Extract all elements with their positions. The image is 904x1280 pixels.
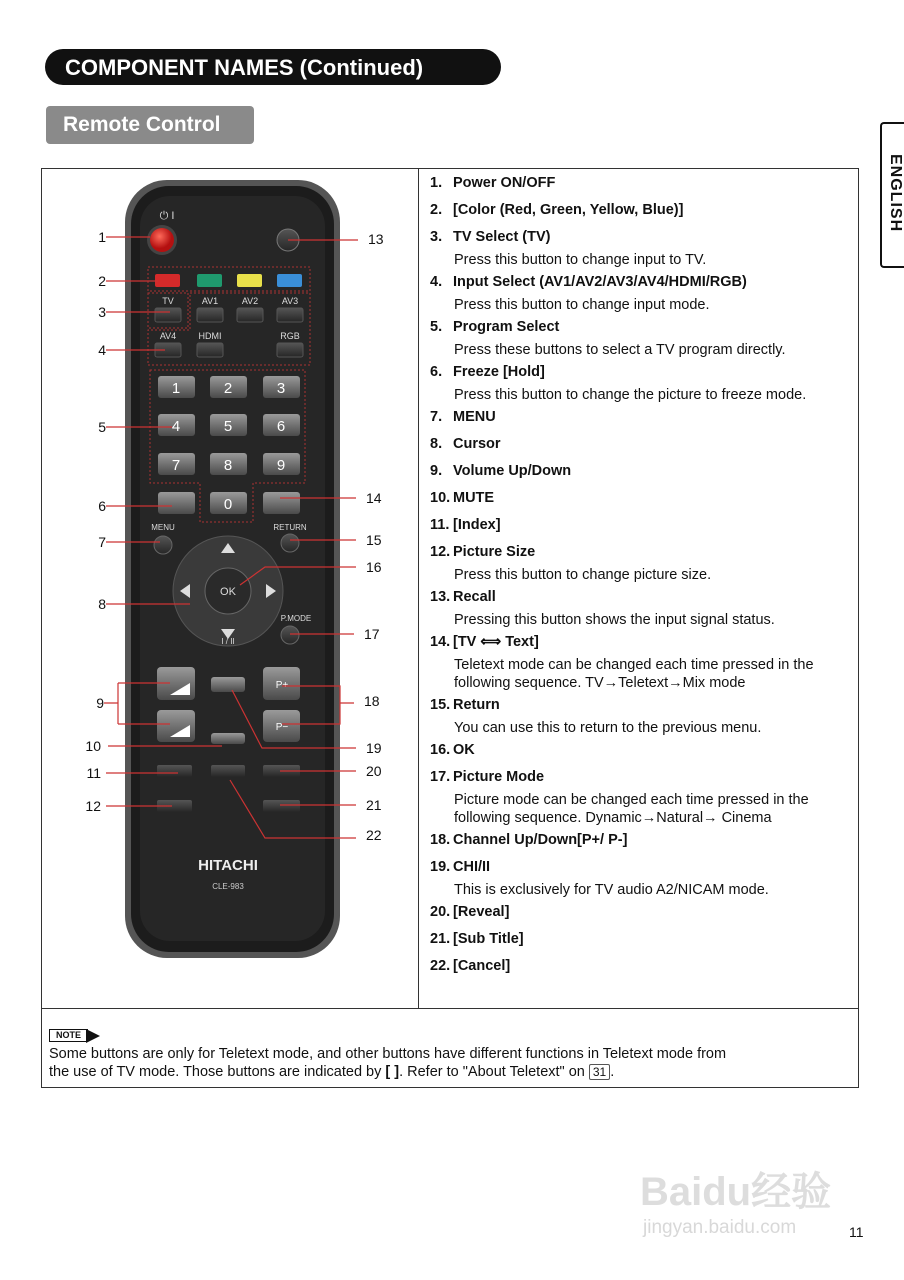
input-label: RGB [280, 331, 300, 341]
digit-label: 0 [223, 496, 233, 513]
callout-number: 19 [366, 740, 382, 756]
note-text: Some buttons are only for Teletext mode, and other buttons have different functions in Teletext mode from [49, 1046, 727, 1062]
index-button [157, 765, 192, 777]
language-tab-label: ENGLISH [887, 154, 904, 233]
item-number: 11. [430, 517, 450, 533]
return-label: RETURN [273, 523, 307, 532]
item-description: You can use this to return to the previous menu. [454, 720, 762, 736]
digit-label: 7 [171, 457, 181, 474]
list-item [430, 361, 850, 406]
mute-button [211, 733, 245, 744]
input-button-av2[interactable] [237, 308, 263, 322]
input-label: AV4 [159, 331, 177, 341]
list-item [430, 928, 850, 955]
item-title: Volume Up/Down [453, 463, 572, 479]
callout-number: 1 [98, 229, 106, 245]
watermark-url: jingyan.baidu.com [643, 1217, 797, 1238]
language-tab [880, 122, 904, 268]
callout-number: 3 [98, 304, 106, 320]
menu-button [154, 536, 172, 554]
callout-number: 5 [98, 419, 106, 435]
callout-number: 2 [98, 273, 106, 289]
input-button-av1[interactable] [197, 308, 223, 322]
note-text: the use of TV mode. Those buttons are indicated by [ ]. Refer to "About Teletext" on 31 . [49, 1064, 615, 1080]
callout-number: 4 [98, 342, 106, 358]
list-item [430, 226, 850, 271]
callout-number: 13 [368, 231, 384, 247]
callout-number: 21 [366, 797, 382, 813]
digit-label: 5 [223, 418, 233, 435]
digit-label: 9 [276, 457, 286, 474]
item-number: 22. [430, 958, 451, 974]
subtitle-button [263, 800, 300, 812]
reveal-button-left [211, 765, 245, 777]
item-description: This is exclusively for TV audio A2/NICAM mode. [454, 882, 769, 898]
item-description: Press these buttons to select a TV program directly. [454, 342, 786, 358]
note-badge: NOTE [49, 1029, 100, 1042]
list-item [430, 586, 850, 631]
callout-number: 18 [364, 693, 380, 709]
item-number: 14. [430, 634, 451, 650]
item-number: 16. [430, 742, 451, 758]
callout-number: 8 [98, 596, 106, 612]
input-label: AV3 [281, 296, 299, 306]
section-title: COMPONENT NAMES (Continued) [45, 49, 501, 85]
item-title: Input Select (AV1/AV2/AV3/AV4/HDMI/RGB) [453, 274, 747, 290]
input-label: TV [162, 296, 174, 306]
ok-label: OK [220, 586, 236, 598]
item-number: 21. [430, 931, 451, 947]
digit-label: 8 [223, 457, 233, 474]
digit-label: 4 [171, 418, 181, 435]
p-plus-label: P+ [275, 680, 289, 691]
chi-label: I / II [221, 637, 235, 646]
item-title: OK [453, 742, 475, 758]
callout-number: 14 [366, 490, 382, 506]
item-title: [Reveal] [453, 904, 510, 920]
list-item [430, 541, 850, 586]
list-item [430, 406, 850, 433]
input-label: HDMI [198, 331, 222, 341]
list-item [430, 460, 850, 487]
item-number: 13. [430, 589, 451, 605]
input-button-tv[interactable] [155, 308, 181, 322]
picture-mode-button [281, 626, 299, 644]
item-title: Return [453, 697, 500, 713]
item-number: 6. [430, 364, 443, 380]
callout-number: 22 [366, 827, 382, 843]
list-item [430, 694, 850, 739]
item-number: 5. [430, 319, 443, 335]
input-button-hdmi[interactable] [197, 343, 223, 357]
item-title: Picture Size [453, 544, 536, 560]
item-description: Pressing this button shows the input signal status. [454, 612, 775, 628]
digit-label: 6 [276, 418, 286, 435]
callout-number: 11 [86, 765, 101, 781]
item-number: 20. [430, 904, 451, 920]
item-number: 3. [430, 229, 443, 245]
item-title: Recall [453, 589, 496, 605]
chi-button [211, 677, 245, 692]
item-title: Program Select [453, 319, 560, 335]
callout-number: 10 [85, 738, 101, 754]
item-title: CHI/II [453, 859, 491, 875]
item-number: 10. [430, 490, 451, 506]
remote-control-illustration [0, 0, 420, 1000]
item-title: Picture Mode [453, 769, 545, 785]
return-button [281, 534, 299, 552]
subsection-title: Remote Control [46, 106, 254, 144]
note [49, 1025, 849, 1081]
arrow-icon [86, 1029, 100, 1043]
page-reference[interactable]: 31 [589, 1064, 610, 1080]
item-title: TV Select (TV) [453, 229, 551, 245]
item-description: Press this button to change picture size. [454, 567, 712, 583]
item-title: MUTE [453, 490, 495, 506]
item-title: Channel Up/Down[P+/ P-] [453, 832, 628, 848]
list-item [430, 271, 850, 316]
item-number: 17. [430, 769, 451, 785]
digit-label: 1 [171, 380, 181, 397]
item-number: 18. [430, 832, 451, 848]
input-label: AV1 [201, 296, 219, 306]
power-label: ⏻ I [159, 210, 175, 222]
callout-number: 15 [366, 532, 382, 548]
item-number: 1. [430, 175, 443, 191]
item-description: Press this button to change input to TV. [454, 252, 707, 268]
item-title: [TV ⟺ Text] [453, 634, 539, 650]
input-button-rgb[interactable] [277, 343, 303, 357]
model-label: CLE-983 [212, 882, 244, 891]
callout-number: 6 [98, 498, 106, 514]
item-title: [Cancel] [453, 958, 511, 974]
item-title: Power ON/OFF [453, 175, 556, 191]
item-description: Teletext mode can be changed each time pressed in the following sequence. TV→Teletext→Mix mode [454, 657, 814, 691]
page-number: 11 [849, 1224, 864, 1240]
callout-number: 12 [85, 798, 101, 814]
item-description: Picture mode can be changed each time pressed in the following sequence. Dynamic→Natural→ Cinema [454, 792, 809, 826]
list-item [430, 487, 850, 514]
list-item [430, 433, 850, 460]
item-title: [Sub Title] [453, 931, 524, 947]
item-number: 12. [430, 544, 451, 560]
divider [41, 1008, 859, 1009]
list-item [430, 631, 850, 694]
list-item [430, 514, 850, 541]
p-minus-label: P− [275, 722, 289, 733]
item-title: MENU [453, 409, 496, 425]
list-item [430, 955, 850, 982]
input-label: AV2 [241, 296, 259, 306]
list-item [430, 766, 850, 829]
list-item [430, 829, 850, 856]
item-title: [Index] [453, 517, 501, 533]
item-number: 15. [430, 697, 451, 713]
item-description: Press this button to change input mode. [454, 297, 710, 313]
color-key-0[interactable] [155, 274, 180, 287]
brand-logo: HITACHI [198, 857, 258, 874]
callout-number: 9 [96, 695, 104, 711]
callout-number: 17 [364, 626, 380, 642]
digit-label: 3 [276, 380, 286, 397]
callout-number: 20 [366, 763, 382, 779]
menu-label: MENU [151, 523, 175, 532]
item-number: 7. [430, 409, 443, 425]
item-description: Press this button to change the picture to freeze mode. [454, 387, 807, 403]
freeze-button [158, 492, 195, 514]
item-title: Freeze [Hold] [453, 364, 545, 380]
item-number: 2. [430, 202, 443, 218]
digit-label: 2 [223, 380, 233, 397]
item-number: 19. [430, 859, 451, 875]
tv-text-button [263, 492, 300, 514]
color-key-2[interactable] [237, 274, 262, 287]
list-item [430, 901, 850, 928]
pmode-label: P.MODE [280, 614, 312, 623]
list-item [430, 739, 850, 766]
item-number: 4. [430, 274, 443, 290]
callout-number: 7 [98, 534, 106, 550]
item-title: Cursor [453, 436, 501, 452]
callout-number: 16 [366, 559, 382, 575]
list-item [430, 172, 850, 199]
list-item [430, 199, 850, 226]
watermark-logo: Baidu经验 [640, 1170, 832, 1214]
item-title: [Color (Red, Green, Yellow, Blue)] [453, 202, 684, 218]
color-key-3[interactable] [277, 274, 302, 287]
item-number: 9. [430, 463, 443, 479]
component-list [430, 172, 850, 982]
item-number: 8. [430, 436, 443, 452]
color-key-1[interactable] [197, 274, 222, 287]
list-item [430, 316, 850, 361]
input-button-av3[interactable] [277, 308, 303, 322]
list-item [430, 856, 850, 901]
